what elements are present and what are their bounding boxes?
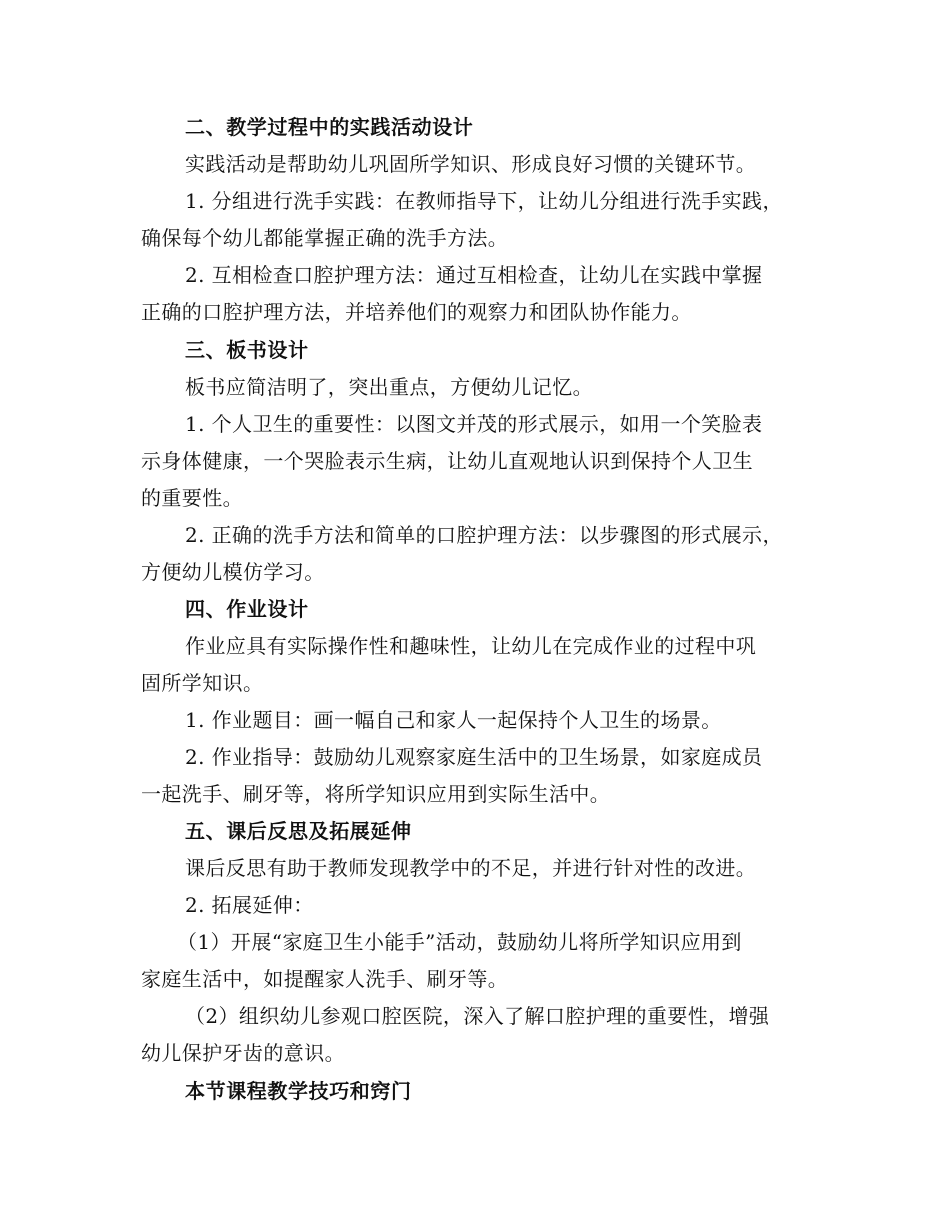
paragraph-line: 2. 互相检查口腔护理方法：通过互相检查，让幼儿在实践中掌握	[185, 263, 763, 287]
paragraph-line: 正确的口腔护理方法，并培养他们的观察力和团队协作能力。	[141, 300, 692, 324]
paragraph-line: 2. 正确的洗手方法和简单的口腔护理方法：以步骤图的形式展示，	[185, 523, 783, 547]
section-heading-board: 三、板书设计	[185, 338, 309, 362]
paragraph-line: （1）开展“家庭卫生小能手”活动，鼓励幼儿将所学知识应用到	[177, 930, 742, 954]
paragraph-line: 1. 个人卫生的重要性：以图文并茂的形式展示，如用一个笑脸表	[185, 412, 763, 436]
section-heading-practice: 二、教学过程中的实践活动设计	[185, 115, 474, 139]
paragraph-line: 方便幼儿模仿学习。	[141, 560, 325, 584]
paragraph-line: 实践活动是帮助幼儿巩固所学知识、形成良好习惯的关键环节。	[185, 152, 757, 176]
paragraph-line: 示身体健康，一个哭脸表示生病，让幼儿直观地认识到保持个人卫生	[141, 449, 753, 473]
section-heading-homework: 四、作业设计	[185, 597, 309, 621]
paragraph-line: 固所学知识。	[141, 671, 264, 695]
paragraph-line: （2）组织幼儿参观口腔医院，深入了解口腔护理的重要性，增强	[185, 1004, 770, 1028]
paragraph-line: 作业应具有实际操作性和趣味性，让幼儿在完成作业的过程中巩	[185, 634, 757, 658]
paragraph-line: 2. 拓展延伸：	[185, 893, 314, 917]
paragraph-line: 确保每个幼儿都能掌握正确的洗手方法。	[141, 226, 509, 250]
paragraph-line: 幼儿保护牙齿的意识。	[141, 1041, 345, 1065]
section-heading-reflection: 五、课后反思及拓展延伸	[185, 819, 412, 843]
paragraph-line: 家庭生活中，如提醒家人洗手、刷牙等。	[141, 967, 509, 991]
paragraph-line: 课后反思有助于教师发现教学中的不足，并进行针对性的改进。	[185, 856, 757, 880]
paragraph-line: 的重要性。	[141, 486, 243, 510]
section-heading-tips: 本节课程教学技巧和窍门	[185, 1079, 412, 1103]
paragraph-line: 1. 作业题目：画一幅自己和家人一起保持个人卫生的场景。	[185, 708, 722, 732]
paragraph-line: 2. 作业指导：鼓励幼儿观察家庭生活中的卫生场景，如家庭成员	[185, 745, 763, 769]
paragraph-line: 一起洗手、刷牙等，将所学知识应用到实际生活中。	[141, 782, 611, 806]
paragraph-line: 1. 分组进行洗手实践：在教师指导下，让幼儿分组进行洗手实践，	[185, 189, 783, 213]
paragraph-line: 板书应简洁明了，突出重点，方便幼儿记忆。	[185, 375, 593, 399]
